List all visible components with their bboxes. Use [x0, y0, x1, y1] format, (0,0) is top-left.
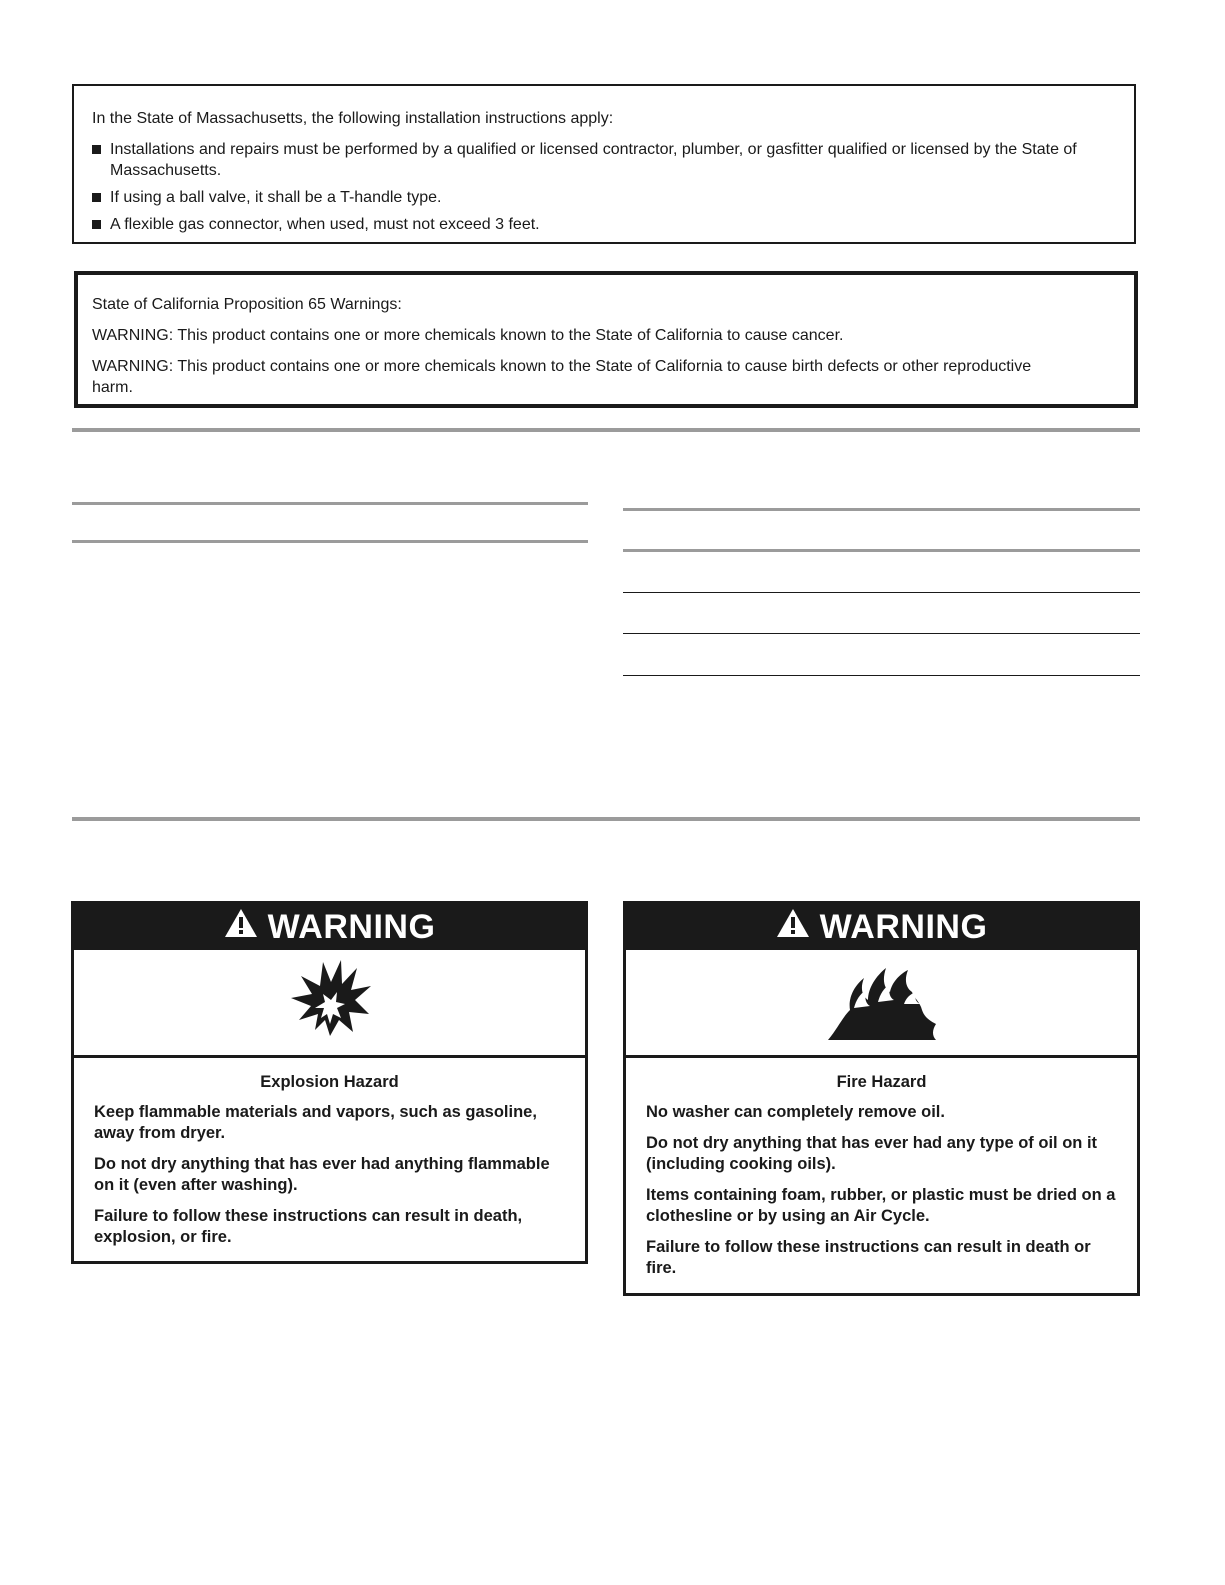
warning-header-label: WARNING: [267, 907, 436, 946]
california-prop65-box: [74, 271, 1138, 408]
square-bullet-icon: [92, 193, 101, 202]
divider: [623, 675, 1140, 676]
list-item-text: If using a ball valve, it shall be a T-handle type.: [110, 189, 442, 206]
list-item: [92, 214, 1104, 235]
hazard-instruction: Items containing foam, rubber, or plastic must be dried on a clothesline or by using an Air Cycle.: [646, 1186, 1116, 1225]
square-bullet-icon: [92, 145, 101, 154]
hazard-instruction: Do not dry anything that has ever had anything flammable on it (even after washing).: [94, 1155, 550, 1194]
california-warning-cancer: WARNING: This product contains one or more chemicals known to the State of California to cause cancer.: [92, 327, 844, 344]
section-divider: [72, 817, 1140, 821]
california-title: State of California Proposition 65 Warnings:: [92, 296, 402, 313]
hazard-consequence: Failure to follow these instructions can result in death or fire.: [646, 1238, 1091, 1277]
fire-icon: [824, 958, 940, 1047]
massachusetts-notice-box: [72, 84, 1136, 244]
massachusetts-list: [92, 139, 1104, 241]
hazard-title: Fire Hazard: [836, 1073, 927, 1091]
section-divider: [72, 428, 1140, 432]
heading-rule: [72, 502, 588, 505]
list-item-text: Installations and repairs must be performed by a qualified or licensed contractor, plumber, or gasfitter qualified or licensed by the State of Massachusetts.: [110, 141, 1077, 179]
california-warning-birth-defects: WARNING: This product contains one or more chemicals known to the State of California to cause birth defects or other reproductive harm.: [92, 358, 1032, 396]
warning-header-label: WARNING: [819, 907, 988, 946]
massachusetts-intro: In the State of Massachusetts, the following installation instructions apply:: [92, 110, 614, 127]
warning-triangle-icon: [224, 908, 258, 947]
hazard-instruction: Do not dry anything that has ever had any type of oil on it (including cooking oils).: [646, 1134, 1098, 1173]
square-bullet-icon: [92, 220, 101, 229]
hazard-consequence: Failure to follow these instructions can result in death, explosion, or fire.: [94, 1207, 523, 1246]
fire-pictogram: [626, 950, 1137, 1058]
fire-warning-panel: [623, 901, 1140, 1296]
list-item: [92, 139, 1104, 181]
divider: [623, 592, 1140, 593]
explosion-pictogram: [74, 950, 585, 1058]
explosion-warning-panel: [71, 901, 588, 1264]
hazard-instruction: No washer can completely remove oil.: [646, 1103, 945, 1121]
hazard-title: Explosion Hazard: [260, 1073, 399, 1091]
hazard-instruction: Keep flammable materials and vapors, such as gasoline, away from dryer.: [94, 1103, 537, 1142]
warning-triangle-icon: [776, 908, 810, 947]
warning-header: [74, 904, 585, 950]
heading-rule: [623, 549, 1140, 552]
divider: [623, 633, 1140, 634]
explosion-icon: [285, 958, 375, 1047]
list-item: [92, 187, 1104, 208]
list-item-text: A flexible gas connector, when used, must not exceed 3 feet.: [110, 216, 540, 233]
warning-header: [626, 904, 1137, 950]
heading-rule: [72, 540, 588, 543]
heading-rule: [623, 508, 1140, 511]
